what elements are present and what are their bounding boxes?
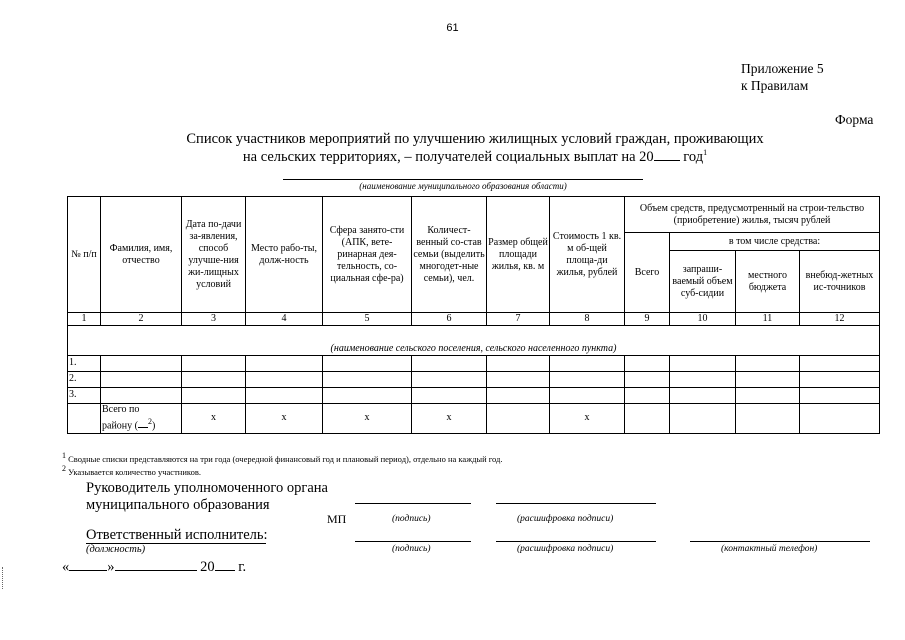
scan-edge-mark bbox=[2, 567, 5, 589]
participants-table bbox=[67, 196, 880, 434]
header-date: Дата по-дачи за-явления, способ улучше-ния жи-лищных условий bbox=[182, 197, 246, 313]
stamp-mark: МП bbox=[327, 512, 347, 526]
footnote-1-text: Сводные списки представляются на три года (очередной финансовый год и плановый период), отдельно на каждый год. bbox=[66, 453, 503, 464]
settlement-caption: (наименование сельского поселения, сельского населенного пункта) bbox=[68, 343, 880, 356]
day-blank bbox=[69, 558, 107, 571]
executor-decoding-line bbox=[496, 541, 656, 542]
column-numbers-row bbox=[68, 313, 880, 326]
col-number: 6 bbox=[412, 313, 487, 326]
title-footnote-mark: 1 bbox=[703, 148, 708, 157]
head-title-line2: муниципального образования bbox=[86, 497, 270, 513]
col-number: 2 bbox=[101, 313, 182, 326]
header-local-budget: местного бюджета bbox=[736, 251, 800, 313]
col-number: 9 bbox=[625, 313, 670, 326]
footnote-1 bbox=[62, 451, 503, 464]
col-number: 5 bbox=[323, 313, 412, 326]
col-number: 8 bbox=[550, 313, 625, 326]
date-suffix: г. bbox=[234, 559, 247, 575]
head-decoding-line bbox=[496, 503, 656, 504]
header-family: Количест-венный со-став семьи (выделить многодет-ные семьи), чел. bbox=[412, 197, 487, 313]
head-decoding-caption: (расшифровка подписи) bbox=[517, 514, 614, 524]
total-mark: х bbox=[246, 403, 323, 433]
footnote-1-mark: 1 bbox=[62, 451, 66, 460]
head-signature-caption: (подпись) bbox=[392, 514, 431, 524]
count-blank bbox=[138, 417, 148, 428]
total-mark: х bbox=[182, 403, 246, 433]
appendix-line1: Приложение 5 bbox=[741, 61, 824, 76]
settlement-blank-row bbox=[68, 326, 880, 343]
row-number: 3. bbox=[68, 387, 101, 403]
phone-line bbox=[690, 541, 870, 542]
table-row bbox=[68, 371, 880, 387]
footnote-2-text: Указывается количество участников. bbox=[66, 466, 201, 477]
header-including: в том числе средства: bbox=[670, 233, 880, 251]
header-area: Размер общей площади жилья, кв. м bbox=[487, 197, 550, 313]
row-number: 1. bbox=[68, 355, 101, 371]
total-label bbox=[101, 403, 182, 433]
total-mark: х bbox=[323, 403, 412, 433]
header-sphere: Сфера занято-сти (АПК, вете-ринарная дея-тельность, со-циальная сфе-ра) bbox=[323, 197, 412, 313]
date-year-prefix: 20 bbox=[200, 559, 215, 575]
month-blank bbox=[115, 558, 197, 571]
total-mark: х bbox=[550, 403, 625, 433]
executor-signature-caption: (подпись) bbox=[392, 544, 431, 554]
position-caption: (должность) bbox=[86, 544, 146, 555]
header-workplace: Место рабо-ты, долж-ность bbox=[246, 197, 323, 313]
col-number: 3 bbox=[182, 313, 246, 326]
col-number: 1 bbox=[68, 313, 101, 326]
total-row bbox=[68, 403, 880, 433]
col-number: 11 bbox=[736, 313, 800, 326]
col-number: 10 bbox=[670, 313, 736, 326]
executor-signature-line bbox=[355, 541, 471, 542]
executor-label: Ответственный исполнитель: bbox=[86, 527, 268, 543]
municipality-blank-line bbox=[283, 179, 643, 180]
year-blank bbox=[654, 149, 680, 161]
date-quote-open: « bbox=[62, 559, 70, 575]
date-quote-close: » bbox=[107, 559, 115, 575]
total-mark: х bbox=[412, 403, 487, 433]
document-title-line2 bbox=[140, 148, 810, 166]
phone-caption: (контактный телефон) bbox=[721, 544, 818, 554]
municipality-caption: (наименование муниципального образования области) bbox=[359, 181, 567, 191]
header-num: № п/п bbox=[68, 197, 101, 313]
footnote-2 bbox=[62, 464, 201, 477]
col-number: 4 bbox=[246, 313, 323, 326]
total-label-line2 bbox=[102, 416, 180, 432]
title-line2-end: год bbox=[679, 148, 704, 165]
header-funds: Объем средств, предусмотренный на строи-тельство (приобретение) жилья, тысяч рублей bbox=[625, 197, 880, 233]
header-name: Фамилия, имя, отчество bbox=[101, 197, 182, 313]
table-row bbox=[68, 387, 880, 403]
head-title-line1: Руководитель уполномоченного органа bbox=[86, 480, 328, 496]
row-number: 2. bbox=[68, 371, 101, 387]
total-label-prefix: району ( bbox=[102, 420, 138, 432]
header-total: Всего bbox=[625, 233, 670, 313]
footnote-2-mark: 2 bbox=[62, 464, 66, 473]
col-number: 12 bbox=[800, 313, 880, 326]
date-line bbox=[62, 558, 246, 576]
table-row bbox=[68, 355, 880, 371]
appendix-line2: к Правилам bbox=[741, 78, 809, 93]
col-number: 7 bbox=[487, 313, 550, 326]
page-number: 61 bbox=[446, 22, 459, 34]
header-requested: запраши-ваемый объем суб-сидии bbox=[670, 251, 736, 313]
total-label-suffix: ) bbox=[151, 420, 156, 432]
head-signature-line bbox=[355, 503, 471, 504]
total-footnote-mark: 2 bbox=[147, 416, 152, 426]
header-offbudget: внебюд-жетных ис-точников bbox=[800, 251, 880, 313]
year-blank bbox=[215, 558, 235, 571]
document-title-line1: Список участников мероприятий по улучшению жилищных условий граждан, проживающих bbox=[186, 131, 764, 147]
total-label-line1: Всего по bbox=[102, 403, 140, 415]
executor-decoding-caption: (расшифровка подписи) bbox=[517, 544, 614, 554]
form-label: Форма bbox=[835, 112, 874, 127]
header-cost: Стоимость 1 кв. м об-щей площа-ди жилья, рублей bbox=[550, 197, 625, 313]
title-line2-text: на сельских территориях, – получателей социальных выплат на 20 bbox=[242, 148, 654, 165]
